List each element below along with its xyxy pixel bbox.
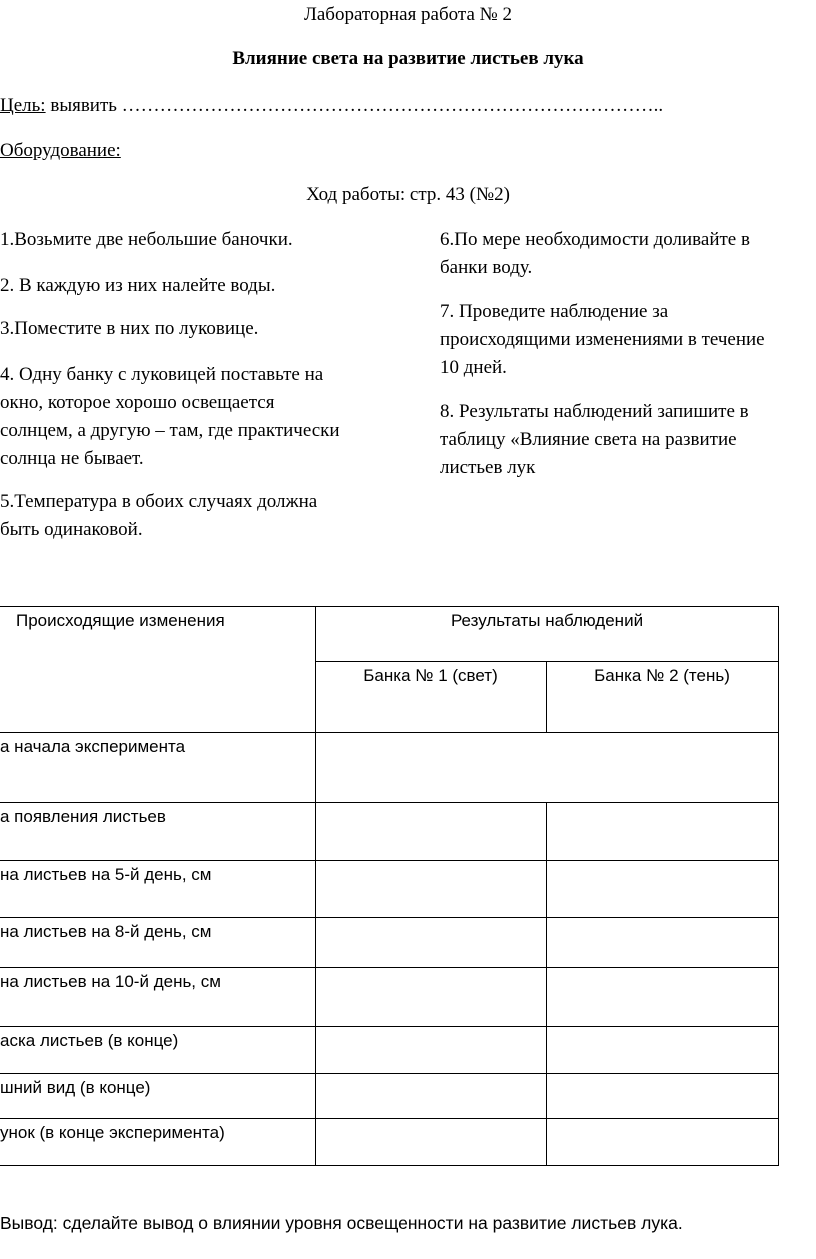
table-border-bottom — [0, 1165, 779, 1166]
goal-line — [0, 95, 663, 117]
step-2 — [0, 272, 275, 300]
step-line: 5.Температура в обоих случаях должна — [0, 491, 318, 512]
table-row-label: аска листьев (в конце) — [0, 1031, 179, 1050]
step-4 — [0, 361, 340, 473]
step-line: быть одинаковой. — [0, 519, 143, 540]
header-jar-2: Банка № 2 (тень) — [594, 666, 730, 685]
table-row-label: шний вид (в конце) — [0, 1078, 151, 1097]
table-line — [0, 860, 779, 861]
table-row-label: унок (в конце эксперимента) — [0, 1123, 225, 1142]
goal-text: выявить ………………………………………………………………………….. — [45, 95, 664, 116]
step-line: происходящими изменениями в течение — [440, 329, 765, 350]
goal-label: Цель: — [0, 95, 46, 116]
step-5 — [0, 488, 317, 544]
table-row-label: на листьев на 10-й день, см — [0, 972, 221, 991]
table-border-top — [0, 606, 779, 607]
step-line: 2. В каждую из них налейте воды. — [0, 275, 276, 296]
table-row-label: а начала эксперимента — [0, 737, 186, 756]
step-1 — [0, 226, 293, 254]
table-line — [0, 802, 779, 803]
step-line: 6.По мере необходимости доливайте в — [440, 229, 750, 250]
table-line — [0, 1026, 779, 1027]
table-line — [546, 802, 547, 1166]
page-title: Влияние света на развитие листьев лука — [232, 48, 584, 69]
step-3 — [0, 315, 258, 343]
step-line: солнцем, а другую – там, где практически — [0, 420, 340, 441]
table-line — [315, 606, 316, 1166]
header-changes: Происходящие изменения — [16, 611, 225, 630]
step-line: 1.Возьмите две небольшие баночки. — [0, 229, 293, 250]
table-line — [0, 732, 779, 733]
table-line — [315, 661, 779, 662]
table-border-right — [778, 606, 779, 1166]
step-line: окно, которое хорошо освещается — [0, 392, 275, 413]
table-row-label: а появления листьев — [0, 807, 166, 826]
conclusion: Вывод: сделайте вывод о влиянии уровня освещенности на развитие листьев лука. — [0, 1213, 683, 1233]
step-line: 3.Поместите в них по луковице. — [0, 318, 259, 339]
table-line — [0, 967, 779, 968]
step-line: солнца не бывает. — [0, 448, 144, 469]
procedure-title: Ход работы: стр. 43 (№2) — [306, 184, 510, 205]
equipment-label: Оборудование: — [0, 140, 121, 161]
header-results: Результаты наблюдений — [450, 611, 644, 630]
step-line: таблицу «Влияние света на развитие — [440, 429, 737, 450]
table-row-label: на листьев на 5-й день, см — [0, 865, 212, 884]
step-7 — [440, 298, 765, 382]
lab-title: Лабораторная работа № 2 — [303, 4, 513, 25]
step-line: 4. Одну банку с луковицей поставьте на — [0, 364, 324, 385]
header-jar-1: Банка № 1 (свет) — [363, 666, 498, 685]
step-6 — [440, 226, 750, 282]
table-line — [0, 917, 779, 918]
step-line: банки воду. — [440, 257, 533, 278]
step-line: 8. Результаты наблюдений запишите в — [440, 401, 749, 422]
step-line: листьев лук — [440, 457, 536, 478]
step-line: 7. Проведите наблюдение за — [440, 301, 669, 322]
step-line: 10 дней. — [440, 357, 507, 378]
table-line — [0, 1073, 779, 1074]
table-line — [0, 1118, 779, 1119]
table-row-label: на листьев на 8-й день, см — [0, 922, 212, 941]
step-8 — [440, 398, 749, 482]
